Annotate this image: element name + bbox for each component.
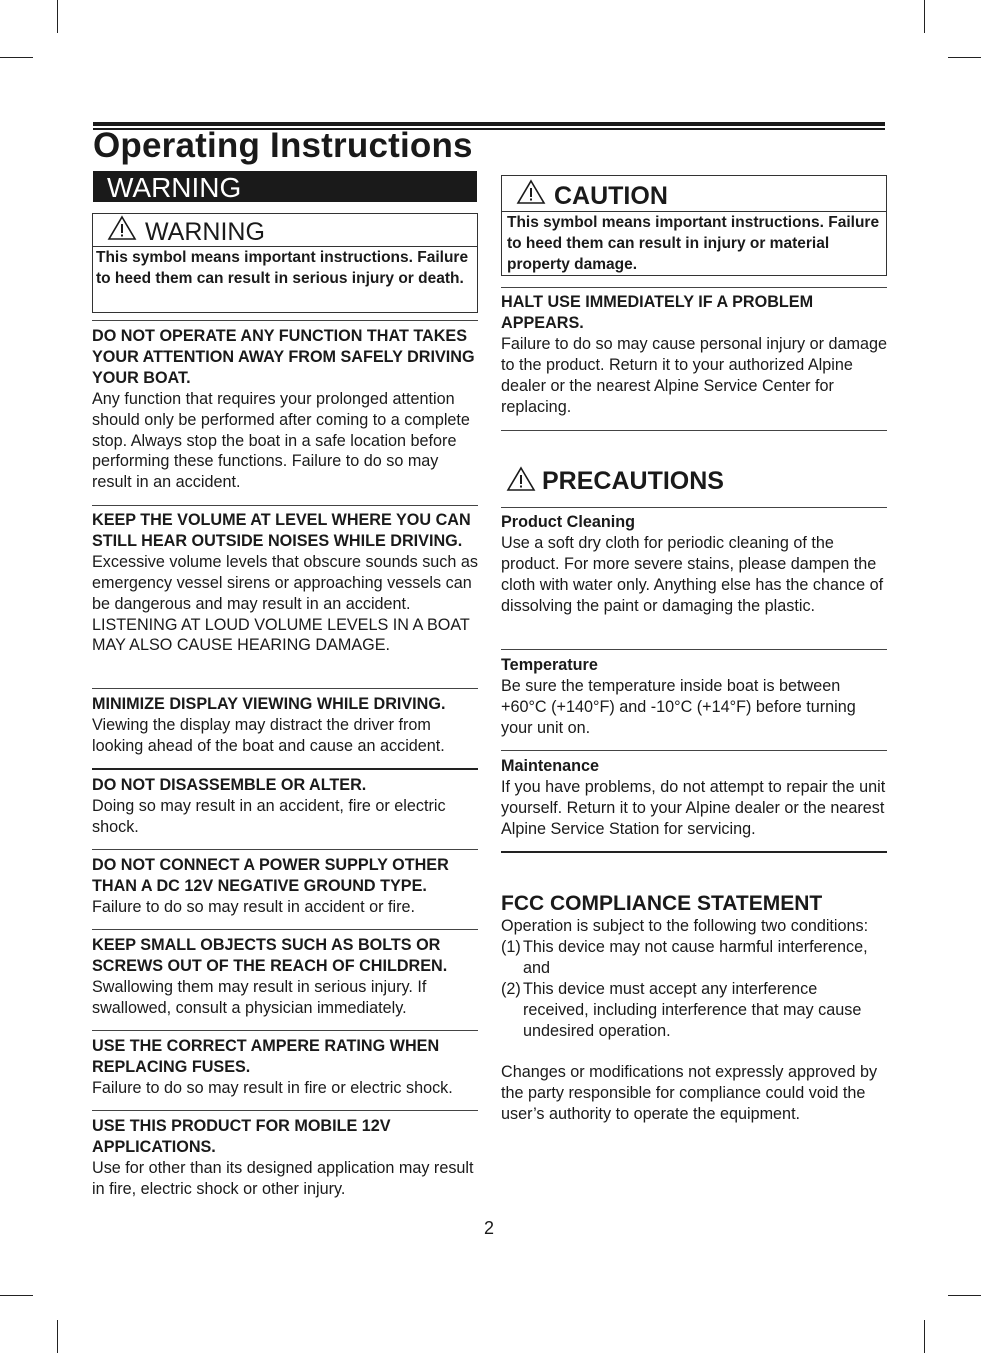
warning-item (92, 510, 478, 656)
warning-item-text: Doing so may result in an accident, fire or electric shock. (92, 796, 446, 836)
warning-item-heading: USE THIS PRODUCT FOR MOBILE 12V APPLICATIONS. (92, 1117, 391, 1156)
warning-box-text: This symbol means important instructions. Failure to heed them can result in serious injury or death. (96, 249, 469, 287)
divider (501, 507, 887, 508)
crop-mark (0, 57, 33, 58)
warning-item-text: Any function that requires your prolonged attention should only be performed after coming to a complete stop. Always stop the boat in a safe location before performing these functions. Failure to do so may result in an accident. (92, 389, 470, 492)
warning-symbol-box (92, 213, 478, 313)
warning-item (92, 935, 478, 1019)
warning-item-text: Excessive volume levels that obscure sounds such as emergency vessel sirens or approaching vessels can be dangerous and may result in an accident. LISTENING AT LOUD VOLUME LEVELS IN A BOAT MAY ALSO CAUSE HEARING DAMAGE. (92, 552, 478, 655)
fcc-note: Changes or modifications not expressly approved by the party responsible for compliance could void the user’s authority to operate the equipment. (501, 1063, 878, 1124)
halt-item (501, 292, 887, 417)
caution-symbol-box (501, 175, 887, 276)
warning-item-text: Use for other than its designed application may result in fire, electric shock or other injury. (92, 1158, 474, 1198)
warning-item (92, 855, 478, 918)
fcc-condition-text: This device must accept any interference received, including interference that may cause undesired operation. (523, 979, 862, 1040)
fcc-condition-number: (1) (501, 937, 521, 956)
warning-item (92, 775, 478, 838)
warning-item-text: Failure to do so may result in fire or electric shock. (92, 1078, 453, 1097)
fcc-condition (501, 979, 887, 1042)
precaution-text: Use a soft dry cloth for periodic cleaning of the product. For more severe stains, please dampen the cloth with water only. Anything else has the chance of dissolving the paint or damaging the plastic. (501, 533, 884, 615)
crop-mark (948, 1295, 981, 1296)
warning-box-header (93, 214, 477, 247)
warning-item-heading: MINIMIZE DISPLAY VIEWING WHILE DRIVING. (92, 695, 446, 713)
divider (92, 768, 478, 770)
precaution-text: If you have problems, do not attempt to repair the unit yourself. Return it to your Alpine dealer or the nearest Alpine Service Station for servicing. (501, 777, 886, 838)
precautions-heading (506, 466, 724, 499)
warning-section-bar: WARNING (93, 171, 477, 202)
divider (501, 287, 887, 288)
warning-item-heading: USE THE CORRECT AMPERE RATING WHEN REPLACING FUSES. (92, 1037, 440, 1076)
warning-item (92, 326, 478, 493)
fcc-intro: Operation is subject to the following two conditions: (501, 917, 869, 935)
precaution-item (501, 512, 887, 617)
divider (92, 320, 478, 321)
divider (92, 505, 478, 506)
divider (92, 688, 478, 689)
page-title: Operating Instructions (93, 126, 473, 165)
precaution-heading: Product Cleaning (501, 513, 636, 531)
precaution-heading: Maintenance (501, 757, 600, 775)
divider (92, 1030, 478, 1031)
page-number: 2 (484, 1218, 495, 1238)
crop-mark (924, 0, 925, 33)
warning-item-text: Swallowing them may result in serious injury. If swallowed, consult a physician immediately. (92, 977, 427, 1017)
crop-mark (0, 1295, 33, 1296)
warning-item-heading: DO NOT OPERATE ANY FUNCTION THAT TAKES YOUR ATTENTION AWAY FROM SAFELY DRIVING YOUR BOAT. (92, 327, 475, 387)
fcc-condition-text: This device may not cause harmful interference, and (523, 937, 868, 977)
divider (501, 649, 887, 650)
caution-box-text: This symbol means important instructions. Failure to heed them can result in injury or material property damage. (507, 214, 880, 273)
halt-heading: HALT USE IMMEDIATELY IF A PROBLEM APPEARS. (501, 293, 814, 332)
fcc-condition (501, 937, 887, 979)
divider (501, 750, 887, 751)
fcc-title: FCC COMPLIANCE STATEMENT (501, 892, 823, 915)
warning-item-text: Failure to do so may result in accident or fire. (92, 897, 415, 916)
precaution-heading: Temperature (501, 656, 598, 674)
warning-item-heading: KEEP SMALL OBJECTS SUCH AS BOLTS OR SCREWS OUT OF THE REACH OF CHILDREN. (92, 936, 448, 975)
divider (92, 929, 478, 930)
divider (92, 849, 478, 850)
crop-mark (57, 1320, 58, 1353)
crop-mark (948, 57, 981, 58)
fcc-condition-number: (2) (501, 979, 521, 998)
warning-item-heading: DO NOT DISASSEMBLE OR ALTER. (92, 776, 367, 794)
warning-item-heading: DO NOT CONNECT A POWER SUPPLY OTHER THAN A DC 12V NEGATIVE GROUND TYPE. (92, 856, 449, 895)
warning-item (92, 1116, 478, 1200)
caution-box-header (502, 176, 886, 212)
precaution-text: Be sure the temperature inside boat is between +60°C (+140°F) and -10°C (+14°F) before turning your unit on. (501, 676, 856, 737)
halt-text: Failure to do so may cause personal injury or damage to the product. Return it to your authorized Alpine dealer or the nearest Alpine Service Center for replacing. (501, 334, 888, 416)
caution-box-heading: CAUTION (554, 182, 668, 210)
precaution-item (501, 756, 887, 840)
warning-item-text: Viewing the display may distract the driver from looking ahead of the boat and cause an accident. (92, 715, 445, 755)
warning-box-heading: WARNING (145, 218, 265, 246)
warning-item-heading: KEEP THE VOLUME AT LEVEL WHERE YOU CAN STILL HEAR OUTSIDE NOISES WHILE DRIVING. (92, 511, 471, 550)
crop-mark (57, 0, 58, 33)
divider (92, 1110, 478, 1111)
fcc-statement (501, 916, 887, 1125)
precaution-item (501, 655, 887, 739)
warning-item (92, 1036, 478, 1099)
precautions-heading-text: PRECAUTIONS (542, 467, 724, 495)
warning-item (92, 694, 478, 757)
crop-mark (924, 1320, 925, 1353)
divider (501, 430, 887, 431)
divider (501, 851, 887, 853)
warning-triangle-icon (506, 466, 536, 499)
